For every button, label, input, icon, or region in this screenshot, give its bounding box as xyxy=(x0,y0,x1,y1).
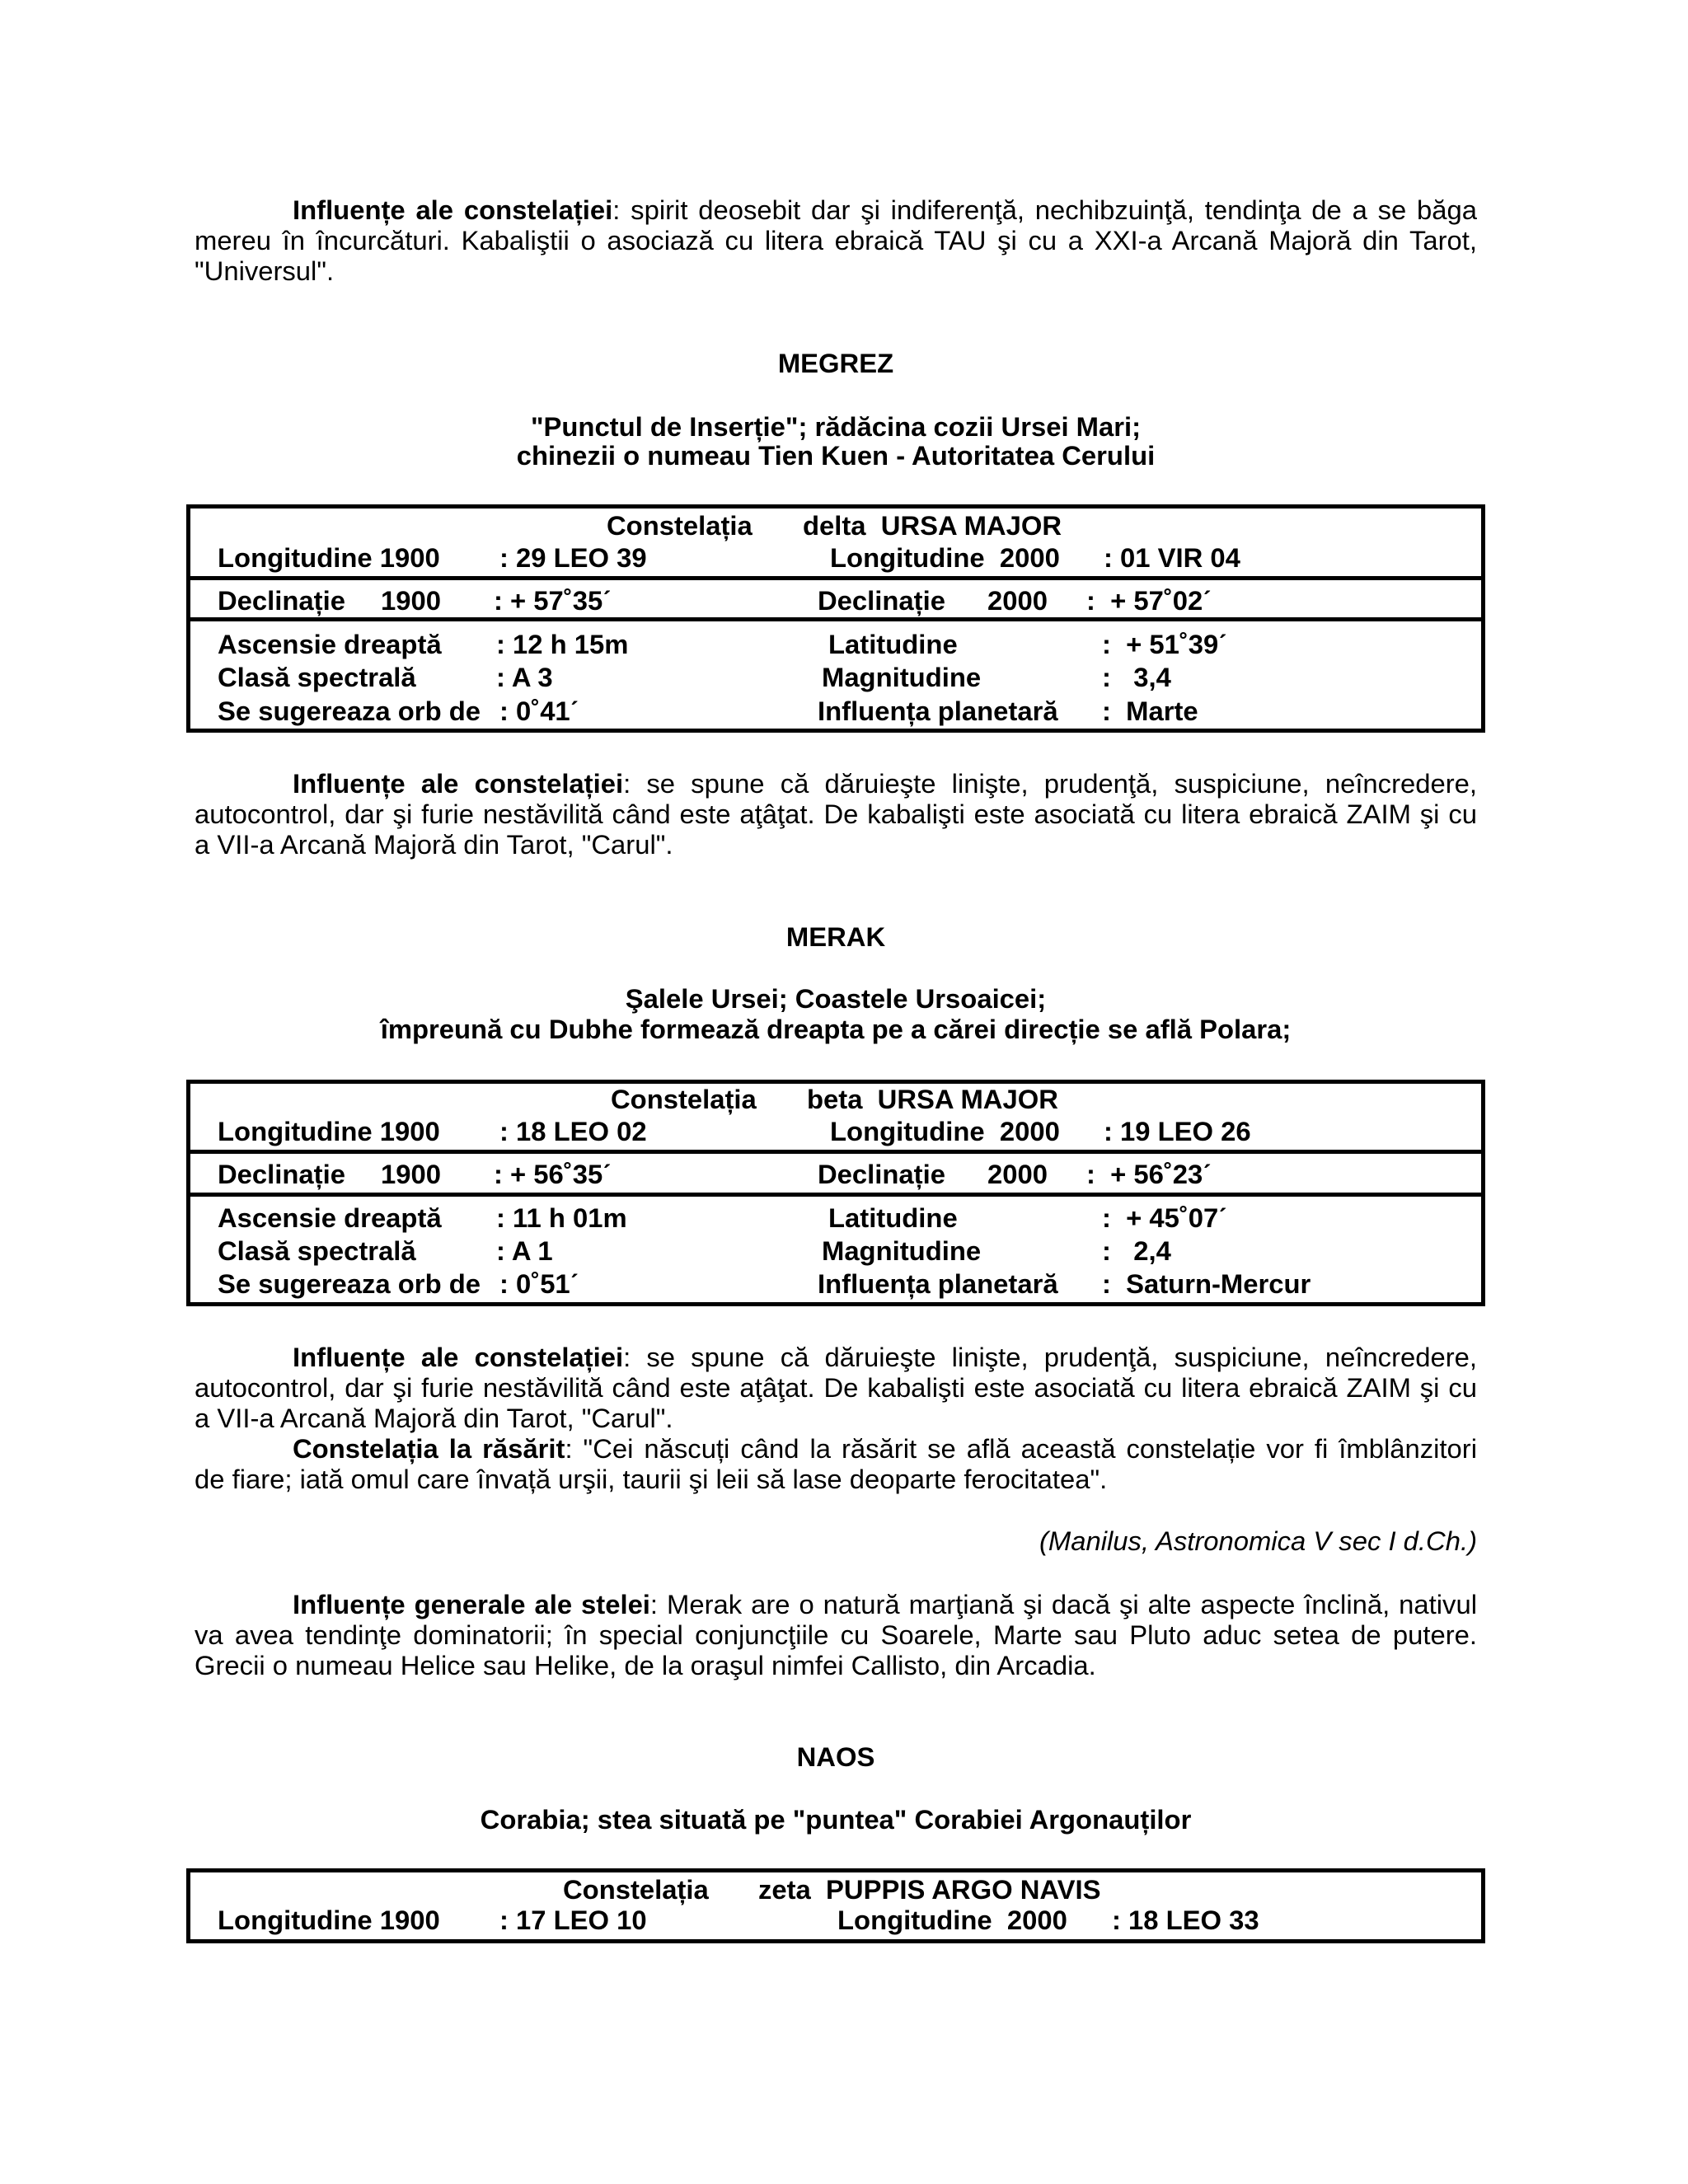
table-label: Longitudine 1900 xyxy=(218,1116,440,1146)
table-label: 1900 xyxy=(381,585,441,616)
table-label: Latitudine xyxy=(828,1202,958,1233)
table-divider xyxy=(186,617,1485,621)
star-title: NAOS xyxy=(796,1741,875,1772)
paragraph-line xyxy=(195,1589,1477,1619)
table-label: Declinație xyxy=(218,585,345,616)
paragraph-line: Grecii o numeau Helice sau Helike, de la oraşul nimfei Callisto, din Arcadia. xyxy=(195,1650,1096,1680)
table-label: Longitudine 2000 xyxy=(837,1905,1067,1935)
table-value: : 17 LEO 10 xyxy=(499,1905,647,1935)
paragraph-text: : spirit deosebit dar şi indiferenţă, nechibzuinţă, tendinţa de a se băga xyxy=(612,194,1477,225)
table-value: : + 57˚35ˊ xyxy=(494,585,612,616)
table-label: Magnitudine xyxy=(822,662,982,692)
table-value: zeta PUPPIS ARGO NAVIS xyxy=(758,1874,1101,1905)
table-value: : 18 LEO 02 xyxy=(499,1116,647,1146)
paragraph-line: autocontrol, dar şi furie nestăvilită când este aţâţat. De kabalişti este asociată cu litera ebraică ZAIM şi cu xyxy=(195,1372,1477,1403)
paragraph-line: mereu în încurcături. Kabaliştii o asociază cu litera ebraică TAU şi cu a XXI-a Arcană Majoră din Tarot, xyxy=(195,225,1477,255)
paragraph-lead: Influențe ale constelației xyxy=(293,194,613,225)
table-value: delta URSA MAJOR xyxy=(803,510,1062,541)
paragraph-line: autocontrol, dar şi furie nestăvilită când este aţâţat. De kabalişti este asociată cu litera ebraică ZAIM şi cu xyxy=(195,799,1477,829)
paragraph-line xyxy=(195,194,1477,225)
table-value: : 01 VIR 04 xyxy=(1104,542,1240,573)
paragraph-line: a VII-a Arcană Majoră din Tarot, "Carul". xyxy=(195,1403,673,1433)
table-label: Constelația xyxy=(611,1084,757,1114)
table-value: : 2,4 xyxy=(1102,1235,1171,1266)
table-label: Influența planetară xyxy=(818,696,1058,726)
table-value: : + 57˚02ˊ xyxy=(1086,585,1212,616)
paragraph-text: : Merak are o natură marţiană şi dacă şi alte aspecte înclină, nativul xyxy=(649,1589,1477,1619)
paragraph-lead: Constelația la răsărit xyxy=(293,1433,565,1464)
table-divider xyxy=(186,1193,1485,1197)
table-label: Ascensie dreaptă xyxy=(218,629,442,659)
table-label: Clasă spectrală xyxy=(218,662,416,692)
table-value: : A 3 xyxy=(496,662,553,692)
paragraph-line xyxy=(195,1342,1477,1372)
table-value: : + 45˚07ˊ xyxy=(1102,1202,1228,1233)
table-label: Latitudine xyxy=(828,629,958,659)
star-title: MERAK xyxy=(785,921,886,952)
table-label: Declinație xyxy=(818,585,945,616)
paragraph-lead: Influențe generale ale stelei xyxy=(293,1589,650,1619)
paragraph-text: : se spune că dăruieşte linişte, prudenţă, suspiciune, neîncredere, xyxy=(623,768,1477,799)
table-label: Se sugereaza orb de xyxy=(218,696,481,726)
paragraph-lead: Influențe ale constelației xyxy=(293,768,624,799)
table-value: : + 56˚23ˊ xyxy=(1086,1159,1212,1189)
star-subtitle-line: Şalele Ursei; Coastele Ursoaicei; xyxy=(625,983,1047,1014)
table-label: Magnitudine xyxy=(822,1235,982,1266)
star-subtitle-line: Corabia; stea situată pe "puntea" Corabiei Argonauților xyxy=(480,1804,1192,1835)
paragraph-line xyxy=(195,768,1477,799)
table-value: : Marte xyxy=(1102,696,1198,726)
star-subtitle-line: "Punctul de Inserție"; rădăcina cozii Ursei Mari; xyxy=(530,411,1142,442)
table-label: Influența planetară xyxy=(818,1268,1058,1299)
table-label: 2000 xyxy=(987,1159,1048,1189)
table-label: Clasă spectrală xyxy=(218,1235,416,1266)
paragraph-line: a VII-a Arcană Majoră din Tarot, "Carul". xyxy=(195,829,673,860)
table-value: : 19 LEO 26 xyxy=(1104,1116,1251,1146)
paragraph-line: "Universul". xyxy=(195,255,335,286)
table-label: Longitudine 2000 xyxy=(830,542,1060,573)
table-value: : 12 h 15m xyxy=(496,629,629,659)
paragraph-text: : se spune că dăruieşte linişte, prudenţă, suspiciune, neîncredere, xyxy=(623,1342,1477,1372)
table-value: : 18 LEO 33 xyxy=(1112,1905,1259,1935)
table-value: : Saturn-Mercur xyxy=(1102,1268,1311,1299)
table-value: : 11 h 01m xyxy=(496,1202,627,1233)
table-label: Ascensie dreaptă xyxy=(218,1202,442,1233)
general-influence-paragraph xyxy=(195,1589,1477,1680)
table-label: Constelația xyxy=(607,510,753,541)
table-value: : + 51˚39ˊ xyxy=(1102,629,1228,659)
table-value: : A 1 xyxy=(496,1235,553,1266)
influence-paragraph xyxy=(195,1342,1477,1494)
table-value: : + 56˚35ˊ xyxy=(494,1159,612,1189)
table-value: beta URSA MAJOR xyxy=(807,1084,1058,1114)
table-label: Declinație xyxy=(818,1159,945,1189)
table-value: : 0˚41ˊ xyxy=(499,696,579,726)
table-value: : 29 LEO 39 xyxy=(499,542,647,573)
paragraph-line xyxy=(195,1433,1477,1464)
table-label: Longitudine 1900 xyxy=(218,1905,440,1935)
star-subtitle-line: împreună cu Dubhe formează dreapta pe a cărei direcție se află Polara; xyxy=(380,1014,1292,1044)
table-label: Longitudine 1900 xyxy=(218,542,440,573)
table-divider xyxy=(186,576,1485,580)
paragraph-line: de fiare; iată omul care învață urşii, taurii şi leii să lase deoparte ferocitatea". xyxy=(195,1464,1108,1494)
star-subtitle-line: chinezii o numeau Tien Kuen - Autoritatea Cerului xyxy=(516,440,1156,471)
table-value: : 3,4 xyxy=(1102,662,1171,692)
table-label: 1900 xyxy=(381,1159,441,1189)
table-divider xyxy=(186,1150,1485,1154)
paragraph-text: : "Cei născuți când la răsărit se află această constelație vor fi îmblânzitori xyxy=(565,1433,1477,1464)
table-label: Longitudine 2000 xyxy=(830,1116,1060,1146)
citation: (Manilus, Astronomica V sec I d.Ch.) xyxy=(1039,1526,1477,1556)
table-label: Constelația xyxy=(563,1874,709,1905)
paragraph-lead: Influențe ale constelației xyxy=(293,1342,624,1372)
star-title: MEGREZ xyxy=(777,348,894,378)
intro-paragraph xyxy=(195,194,1477,286)
paragraph-line: va avea tendinţe dominatorii; în special conjuncţiile cu Soarele, Marte sau Pluto aduc setea de putere. xyxy=(195,1619,1477,1650)
table-label: 2000 xyxy=(987,585,1048,616)
influence-paragraph xyxy=(195,768,1477,860)
table-label: Se sugereaza orb de xyxy=(218,1268,481,1299)
table-label: Declinație xyxy=(218,1159,345,1189)
table-value: : 0˚51ˊ xyxy=(499,1268,579,1299)
